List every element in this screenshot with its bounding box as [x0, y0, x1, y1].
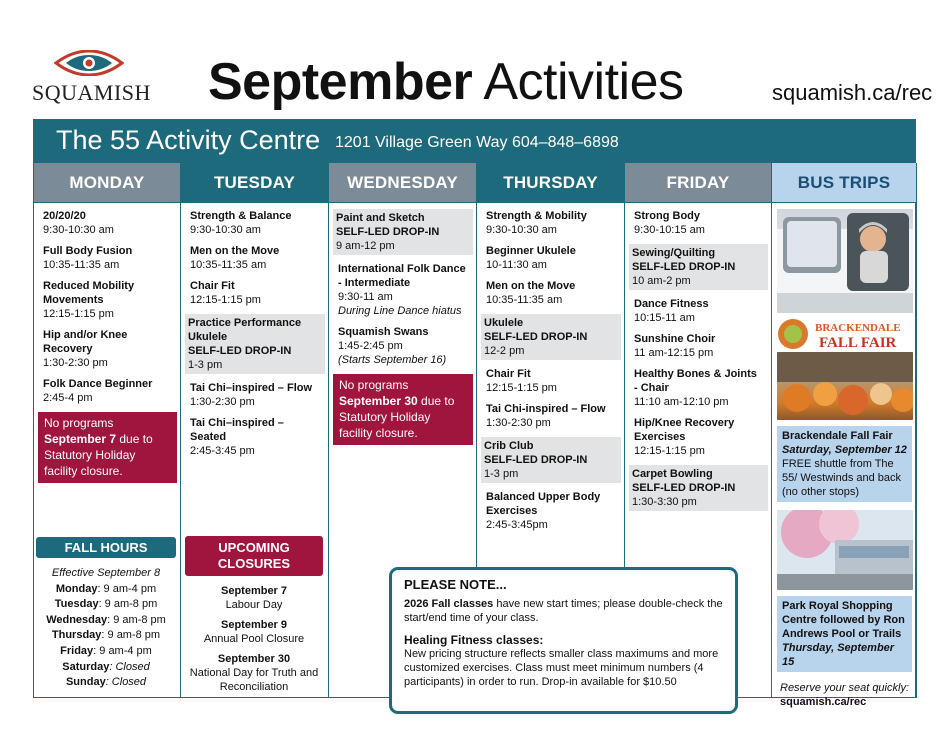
bus-trip-park-royal	[777, 596, 912, 672]
fall-hours-time: : 9 am-4 pm	[93, 644, 152, 657]
activity-name: Practice Performance Ukulele	[188, 317, 302, 343]
activity-time: 1:30-2:30 pm	[43, 357, 108, 369]
closure-text: due to Statutory Holiday facility closure.	[339, 394, 455, 440]
activity-time: 2:45-4 pm	[43, 392, 93, 404]
activity-time: 12:15-1:15 pm	[634, 445, 705, 457]
activity-time: 2:45-3:45pm	[486, 519, 548, 531]
closure-date: September 7	[44, 432, 117, 446]
activity-item	[629, 244, 768, 290]
centre-name: The 55 Activity Centre	[56, 125, 321, 155]
fall-hours-row	[36, 675, 176, 691]
fall-hours-day: Monday	[55, 582, 98, 595]
self-led-badge: SELF-LED DROP-IN	[336, 226, 440, 238]
activity-name: Crib Club	[484, 440, 534, 452]
bus-trips-column	[772, 163, 917, 708]
activity-name: Folk Dance Beginner	[43, 378, 153, 390]
fall-hours-day: Sunday	[65, 676, 106, 689]
activity-name: Tai Chi-inspired – Flow	[486, 403, 606, 415]
closure-item-desc: Labour Day	[225, 599, 283, 611]
monday-activities	[34, 203, 180, 483]
activity-item	[631, 209, 766, 237]
activity-item	[629, 465, 768, 511]
activity-name: Carpet Bowling	[632, 468, 713, 480]
note-healing-text: New pricing structure reflects smaller class maximums and more customized exercises. Class must meet minimum numbers (4 participants) in order to run. Drop-in available for $10.50	[404, 648, 719, 688]
activity-item	[187, 381, 323, 409]
fall-hours-title: FALL HOURS	[36, 537, 176, 558]
friday-header: FRIDAY	[625, 163, 771, 203]
squamish-logo-icon	[54, 50, 124, 76]
activity-time: 9:30-11 am	[338, 291, 393, 303]
tuesday-column	[181, 163, 329, 698]
fall-hours-time: : 9 am-8 pm	[101, 629, 161, 642]
activity-item	[483, 244, 619, 272]
activity-time: 10 am-2 pm	[632, 275, 691, 287]
note-fall-classes-bold: 2026 Fall classes	[404, 598, 494, 610]
fair-logo-line2: FALL FAIR	[819, 335, 897, 350]
activity-item	[333, 209, 473, 255]
trip-date: Saturday, September 12	[782, 444, 907, 456]
monday-header: MONDAY	[34, 163, 180, 203]
activity-name: Dance Fitness	[634, 298, 709, 310]
reserve-seat	[777, 681, 912, 709]
note-healing-heading: Healing Fitness classes:	[404, 633, 544, 647]
trip-date: Thursday, September 15	[782, 642, 895, 668]
activity-name: Strong Body	[634, 210, 700, 222]
fall-hours-time: : 9 am-8 pm	[98, 598, 158, 611]
activity-item	[335, 262, 471, 318]
fall-hours-day: Thursday	[51, 629, 102, 642]
activity-item	[40, 209, 175, 237]
activity-time: 10-11:30 am	[486, 259, 547, 271]
closure-item	[185, 584, 323, 612]
activity-time: 1-3 pm	[484, 468, 519, 480]
reserve-link[interactable]: squamish.ca/rec	[780, 696, 867, 708]
activity-time: 10:35-11:35 am	[43, 259, 120, 271]
activity-item	[40, 244, 175, 272]
activity-name: Men on the Move	[486, 280, 576, 292]
self-led-badge: SELF-LED DROP-IN	[188, 345, 292, 357]
closure-item-date: September 7	[220, 585, 288, 597]
title-rest: Activities	[472, 53, 684, 111]
activity-item	[185, 314, 325, 374]
activity-time: 9:30-10:30 am	[190, 224, 261, 236]
self-led-badge: SELF-LED DROP-IN	[632, 482, 736, 494]
activity-item	[187, 416, 323, 458]
centre-address: 1201 Village Green Way 604–848–6898	[335, 134, 619, 151]
brackendale-fair-logo	[777, 318, 912, 350]
self-led-badge: SELF-LED DROP-IN	[484, 454, 588, 466]
activity-name: Paint and Sketch	[336, 212, 425, 224]
activity-item	[187, 209, 323, 237]
activity-name: 20/20/20	[43, 210, 86, 222]
activity-note: During Line Dance hiatus	[338, 305, 462, 317]
activity-time: 9:30-10:30 am	[43, 224, 114, 236]
closure-text: No programs	[339, 378, 409, 392]
closure-notice	[333, 374, 473, 445]
squamish-logo	[32, 50, 162, 106]
activity-time: 12:15-1:15 pm	[486, 382, 557, 394]
schedule-frame	[33, 119, 916, 708]
bus-trips-header: BUS TRIPS	[772, 163, 916, 203]
fall-hours	[36, 537, 176, 691]
fall-hours-row	[36, 644, 176, 660]
logo-wordmark: SQUAMISH	[32, 80, 151, 105]
fall-hours-day: Wednesday	[46, 613, 108, 626]
activity-item	[631, 367, 766, 409]
activity-name: Sewing/Quilting	[632, 247, 716, 259]
closure-item-desc: Annual Pool Closure	[203, 633, 305, 645]
centre-banner	[34, 120, 915, 163]
page-title	[208, 52, 684, 112]
activity-item	[631, 332, 766, 360]
closure-item	[185, 652, 323, 694]
park-royal-photo	[777, 510, 913, 590]
activity-time: 1:30-2:30 pm	[486, 417, 551, 429]
fall-hours-list	[36, 566, 176, 691]
thursday-header: THURSDAY	[477, 163, 624, 203]
activity-time: 12:15-1:15 pm	[190, 294, 261, 306]
note-heading: PLEASE NOTE...	[404, 577, 507, 592]
upcoming-closures	[185, 536, 323, 700]
activity-name: Hip and/or Knee Recovery	[43, 329, 128, 355]
trip-title: Park Royal Shopping Centre followed by Ron Andrews Pool or Trails	[782, 600, 905, 640]
activity-item	[40, 377, 175, 405]
activity-time: 11 am-12:15 pm	[634, 347, 714, 359]
reserve-text: Reserve your seat quickly:	[780, 682, 909, 694]
activity-name: Sunshine Choir	[634, 333, 716, 345]
site-url[interactable]: squamish.ca/rec	[772, 80, 933, 105]
self-led-badge: SELF-LED DROP-IN	[632, 261, 736, 273]
note-fall-classes	[404, 597, 723, 625]
activity-name: Chair Fit	[486, 368, 531, 380]
activity-name: Full Body Fusion	[43, 245, 133, 257]
wednesday-header: WEDNESDAY	[329, 163, 476, 203]
activity-name: Ukulele	[484, 317, 524, 329]
activity-item	[483, 490, 619, 532]
fall-hours-day: Friday	[60, 644, 94, 657]
closure-item	[185, 618, 323, 646]
activity-item	[187, 279, 323, 307]
activity-item	[631, 416, 766, 458]
activity-name: Tai Chi–inspired – Flow	[190, 382, 313, 394]
thursday-activities	[477, 203, 624, 532]
friday-activities	[625, 203, 771, 511]
fall-hours-row	[36, 660, 176, 676]
activity-item	[40, 279, 175, 321]
activity-time: 10:35-11:35 am	[486, 294, 563, 306]
activity-item	[483, 402, 619, 430]
bus-trip-fall-fair	[777, 426, 912, 502]
note-fall-classes-text: have new start times; please double-check the start/end time of your class.	[404, 598, 723, 624]
activity-time: 10:35-11:35 am	[190, 259, 267, 271]
self-led-badge: SELF-LED DROP-IN	[484, 331, 588, 343]
activity-item	[631, 297, 766, 325]
trip-description: FREE shuttle from The 55/ Westwinds and back (no other stops)	[782, 458, 902, 498]
fall-hours-row	[36, 628, 176, 644]
activity-name: Hip/Knee Recovery Exercises	[634, 417, 735, 443]
activity-name: Squamish Swans	[338, 326, 429, 338]
wednesday-activities	[329, 203, 476, 445]
activity-time: 1:45-2:45 pm	[338, 340, 403, 352]
monday-column	[34, 163, 181, 698]
activity-time: 1-3 pm	[188, 359, 223, 371]
activity-time: 1:30-2:30 pm	[190, 396, 255, 408]
fall-hours-time: : 9 am-4 pm	[97, 582, 157, 595]
closure-item-date: September 9	[220, 619, 288, 631]
fall-hours-row	[36, 597, 176, 613]
activity-name: Balanced Upper Body Exercises	[486, 491, 601, 517]
activity-time: 12-2 pm	[484, 345, 525, 357]
closure-item-desc: National Day for Truth and Reconciliation	[189, 667, 319, 693]
fair-logo-line1: BRACKENDALE	[815, 322, 901, 334]
closure-item-date: September 30	[217, 653, 291, 665]
upcoming-closures-list	[185, 584, 323, 694]
activity-item	[481, 437, 621, 483]
please-note-box	[389, 567, 738, 714]
activity-time: 10:15-11 am	[634, 312, 695, 324]
fall-hours-time: : 9 am-8 pm	[107, 613, 166, 626]
tuesday-activities	[181, 203, 328, 458]
closure-notice	[38, 412, 177, 483]
fall-hours-day: Saturday	[62, 660, 110, 673]
closure-date: September 30	[339, 394, 418, 408]
activity-name: Strength & Mobility	[486, 210, 587, 222]
activity-time: 9 am-12 pm	[336, 240, 395, 252]
activity-item	[483, 279, 619, 307]
tuesday-header: TUESDAY	[181, 163, 328, 203]
fall-hours-time: : Closed	[105, 676, 147, 689]
activity-name: Men on the Move	[190, 245, 280, 257]
activity-time: 11:10 am-12:10 pm	[634, 396, 729, 408]
activity-item	[481, 314, 621, 360]
fall-hours-effective: Effective September 8	[51, 567, 161, 579]
activity-item	[187, 244, 323, 272]
van-driver-photo	[777, 209, 913, 313]
fall-fair-photo	[777, 352, 913, 420]
upcoming-closures-title: UPCOMING CLOSURES	[185, 536, 323, 576]
activity-name: Beginner Ukulele	[486, 245, 576, 257]
activity-note: (Starts September 16)	[338, 354, 447, 366]
activity-item	[483, 367, 619, 395]
bus-trips-content	[772, 203, 916, 709]
activity-time: 1:30-3:30 pm	[632, 496, 697, 508]
activity-name: International Folk Dance - Intermediate	[338, 263, 466, 289]
fall-hours-day: Tuesday	[54, 598, 99, 611]
activity-time: 2:45-3:45 pm	[190, 445, 255, 457]
closure-text: due to Statutory Holiday facility closure.	[44, 432, 153, 478]
fall-hours-row	[36, 582, 176, 598]
activity-name: Strength & Balance	[190, 210, 292, 222]
activity-time: 9:30-10:15 am	[634, 224, 705, 236]
activity-item	[40, 328, 175, 370]
title-month: September	[208, 53, 473, 111]
activity-item	[335, 325, 471, 367]
closure-text: No programs	[44, 416, 114, 430]
activity-name: Tai Chi–inspired – Seated	[190, 417, 284, 443]
activity-time: 12:15-1:15 pm	[43, 308, 114, 320]
trip-title: Brackendale Fall Fair	[782, 430, 893, 442]
activity-time: 9:30-10:30 am	[486, 224, 557, 236]
activity-name: Reduced Mobility Movements	[43, 280, 135, 306]
fall-hours-time: : Closed	[109, 660, 150, 673]
activity-name: Chair Fit	[190, 280, 235, 292]
activity-name: Healthy Bones & Joints - Chair	[634, 368, 757, 394]
activity-item	[483, 209, 619, 237]
fall-hours-row	[36, 613, 176, 629]
